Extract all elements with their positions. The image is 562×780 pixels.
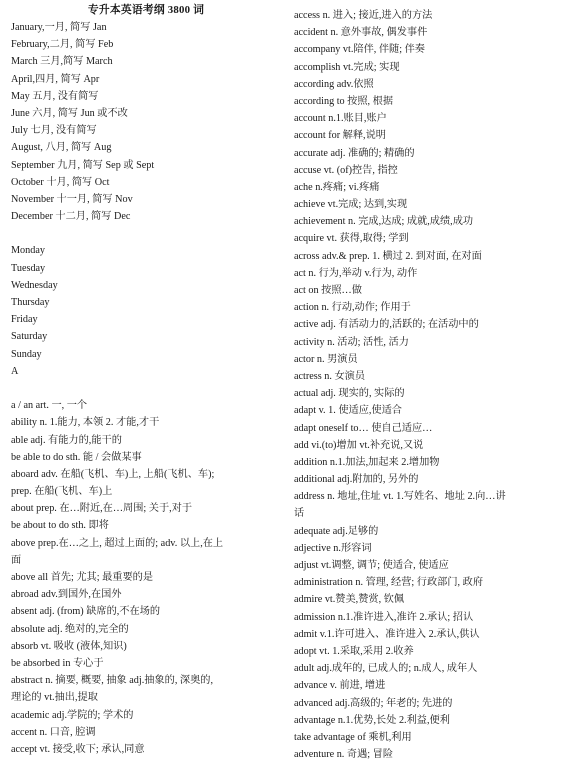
vocab-entry-line: September 九月, 简写 Sep 或 Sept [11,159,155,171]
vocab-entry-line: December 十二月, 简写 Dec [11,211,131,223]
vocab-entry-line: accent n. 口音, 腔调 [11,726,96,738]
vocab-entry-line: active adj. 有活动力的,活跃的; 在活动中的 [294,319,479,331]
vocab-entry-line: adult adj.成年的, 已成人的; n.成人, 成年人 [294,663,478,675]
vocab-entry-line: admit v.1.许可进入、准许进入 2.承认,供认 [294,628,480,640]
vocab-entry-line: actress n. 女演员 [294,370,366,382]
blank-line [11,380,281,397]
vocab-entry-line: adapt oneself to… 使自己适应… [294,422,433,434]
vocab-entry-line: 话 [294,508,305,520]
vocab-entry-line: Wednesday [11,279,58,291]
vocab-entry-line: admire vt.赞美,赞赏, 钦佩 [294,594,405,606]
vocab-entry-line: 理论的 vt.抽出,提取 [11,692,98,704]
vocab-entry-line: across adv.& prep. 1. 横过 2. 到对面, 在对面 [294,250,482,262]
blank-line [11,225,281,242]
vocab-entry-line: above all 首先; 尤其; 最重要的是 [11,572,154,583]
vocab-entry-line: May 五月, 没有简写 [11,90,99,102]
vocab-entry-line: April,四月, 简写 Apr [11,73,100,85]
vocab-entry-line: actor n. 男演员 [294,353,358,365]
vocab-entry-line: account n.1.账目,账户 [294,113,387,125]
vocab-entry-line: above prep.在…之上, 超过上面的; adv. 以上,在上 [11,537,224,549]
vocab-entry-line: prep. 在船(飞机、车)上 [11,486,113,498]
vocab-entry-line: Thursday [11,297,50,308]
vocab-entry-line: Tuesday [11,262,46,274]
vocab-entry-line: Friday [11,314,38,326]
vocab-entry-line: accident n. 意外事故, 偶发事件 [294,27,428,39]
vocab-entry-line: absent adj. (from) 缺席的,不在场的 [11,606,161,618]
vocab-entry-line: actual adj. 现实的, 实际的 [294,388,405,400]
vocab-entry-line: abroad adv.到国外,在国外 [11,589,122,601]
vocab-entry-line: be able to do sth. 能 / 会做某事 [11,451,142,463]
vocab-entry-line: advance v. 前进, 增进 [294,680,386,692]
vocab-entry-line: absorb vt. 吸收 (液体,知识) [11,640,127,652]
vocab-entry-line: July 七月, 没有简写 [11,125,97,137]
vocab-entry-line: October 十月, 简写 Oct [11,176,110,188]
vocab-entry-line: accompany vt.陪伴, 伴随; 伴奏 [294,44,425,56]
vocab-entry-line: be about to do sth. 即将 [11,520,109,532]
vocab-entry-line: accomplish vt.完成; 实现 [294,61,400,73]
vocab-entry-line: account for 解释,说明 [294,130,386,142]
vocab-entry-line: advanced adj.高级的; 年老的; 先进的 [294,697,453,709]
vocab-entry-line: according to 按照, 根据 [294,95,394,107]
vocab-entry-line: take advantage of 乘机,利用 [294,731,412,743]
vocab-entry-line: acquire vt. 获得,取得; 学到 [294,233,409,245]
vocab-entry-line: March 三月,简写 March [11,56,113,68]
vocab-entry-line: accuse vt. (of)控告, 指控 [294,164,398,176]
vocab-entry-line: Sunday [11,348,42,360]
vocab-entry-line: A [11,365,19,377]
vocab-entry-line: adjust vt.调整, 调节; 使适合, 使适应 [294,560,449,571]
left-column [11,0,281,758]
vocab-entry-line: ability n. 1.能力, 本领 2. 才能,才干 [11,417,160,429]
vocab-entry-line: address n. 地址,住址 vt. 1.写姓名、地址 2.向…讲 [294,491,506,503]
vocab-entry-line: academic adj.学院的; 学术的 [11,709,134,721]
vocab-entry-line: advantage n.1.优势,长处 2.利益,便利 [294,714,450,726]
vocab-entry-line: be absorbed in 专心于 [11,657,104,669]
vocab-entry-line: adapt v. 1. 使适应,使适合 [294,405,402,417]
vocab-entry-line: accurate adj. 准确的; 精确的 [294,147,415,159]
left-entry-list [11,19,281,758]
vocab-entry-line: absolute adj. 绝对的,完全的 [11,623,129,635]
document-title: 专升本英语考纲 3800 词 [87,4,205,16]
vocab-entry-line: June 六月, 简写 Jun 或不改 [11,107,128,119]
vocab-entry-line: aboard adv. 在船(飞机、车)上, 上船(飞机、车); [11,468,215,480]
vocab-entry-line: able adj. 有能力的,能干的 [11,434,122,446]
vocab-entry-line: Saturday [11,331,48,343]
vocab-entry-line: act n. 行为,举动 v.行为, 动作 [294,267,418,279]
vocab-entry-line: August, 八月, 简写 Aug [11,142,112,154]
vocab-entry-line: adopt vt. 1.采取,采用 2.收养 [294,645,414,657]
vocab-entry-line: action n. 行动,动作; 作用于 [294,302,411,314]
right-column-top-spacer [294,0,556,7]
vocab-entry-line: February,二月, 简写 Feb [11,39,114,51]
vocab-entry-line: November 十一月, 简写 Nov [11,193,133,205]
vocab-entry-line: accept vt. 接受,收下; 承认,同意 [11,743,145,755]
vocab-entry-line: Monday [11,245,45,257]
right-entry-list [294,7,556,763]
right-column [294,0,556,763]
vocab-entry-line: administration n. 管理, 经营; 行政部门, 政府 [294,577,484,589]
vocab-entry-line: adventure n. 奇遇; 冒险 [294,749,394,761]
vocab-entry-line: addition n.1.加法,加起来 2.增加物 [294,456,440,468]
vocab-entry-line: access n. 进入; 接近,进入的方法 [294,10,433,21]
vocab-entry-line: abstract n. 摘要, 概要, 抽象 adj.抽象的, 深奥的, [11,675,214,687]
vocab-entry-line: additional adj.附加的, 另外的 [294,474,419,486]
vocab-entry-line: add vi.(to)增加 vt.补充说,又说 [294,439,424,451]
vocab-entry-line: adjective n.形容词 [294,542,372,554]
vocab-entry-line: 面 [11,554,22,566]
vocab-entry-line: a / an art. 一, 一个 [11,400,88,412]
vocab-entry-line: achieve vt.完成; 达到,实现 [294,199,408,211]
vocab-entry-line: activity n. 活动; 活性, 活力 [294,336,409,348]
vocab-entry-line: achievement n. 完成,达成; 成就,成绩,成功 [294,216,474,228]
vocab-entry-line: about prep. 在…附近,在…周围; 关于,对于 [11,503,193,515]
vocab-entry-line: admission n.1.准许进入,准许 2.承认; 招认 [294,611,474,623]
vocab-entry-line: according adv.依照 [294,78,374,90]
vocab-entry-line: act on 按照…做 [294,285,362,296]
vocab-entry-line: ache n.疼痛; vi.疼痛 [294,181,380,193]
vocab-entry-line: adequate adj.足够的 [294,525,379,537]
vocab-entry-line: January,一月, 简写 Jan [11,22,107,33]
